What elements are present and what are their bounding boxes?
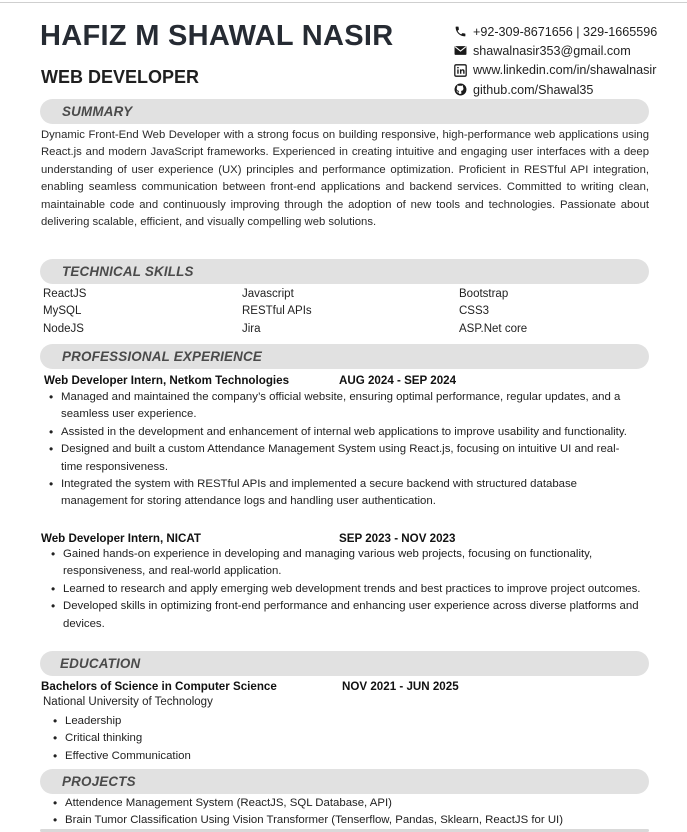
skill-row: [43, 304, 643, 321]
section-header-skills: [40, 259, 649, 284]
section-title: EDUCATION: [60, 656, 141, 671]
linkedin-icon: [453, 63, 467, 77]
github-icon: [453, 83, 467, 97]
skill-row: [43, 287, 643, 304]
skill-item: RESTful APIs: [242, 305, 312, 318]
phone-icon: [453, 25, 467, 39]
list-item: • Brain Tumor Classification Using Vision Transformer (Tenserflow, Pandas, Sklearn, ReactJS for UI): [53, 812, 643, 829]
top-divider: [0, 2, 687, 3]
job-title-nicat: Web Developer Intern, NICAT: [41, 532, 201, 545]
education-school: National University of Technology: [43, 696, 213, 708]
list-item: • Critical thinking: [53, 730, 643, 747]
github-text[interactable]: github.com/Shawal35: [473, 82, 594, 97]
skill-item: Jira: [242, 322, 261, 335]
contact-block: [453, 22, 687, 99]
education-bullets: [53, 713, 643, 765]
section-header-education: [40, 651, 649, 676]
linkedin-text[interactable]: www.linkedin.com/in/shawalnasir: [473, 63, 657, 78]
education-dates: NOV 2021 - JUN 2025: [342, 680, 459, 693]
list-item: • Integrated the system with RESTful APIs and implemented a secure backend with structured database management for storing attendance logs and handling user authentication.: [49, 476, 639, 511]
skills-grid: [43, 287, 643, 339]
email-icon: [453, 44, 467, 58]
section-title: SUMMARY: [62, 104, 133, 119]
section-title: PROJECTS: [62, 774, 136, 789]
job-bullets-netkom: [49, 389, 639, 511]
phone-text: +92-309-8671656 | 329-1665596: [473, 24, 658, 39]
candidate-name: HAFIZ M SHAWAL NASIR: [40, 20, 394, 52]
contact-linkedin[interactable]: [453, 61, 687, 80]
education-degree: Bachelors of Science in Computer Science: [41, 680, 277, 693]
section-title: TECHNICAL SKILLS: [62, 264, 194, 279]
list-item: • Developed skills in optimizing front-end performance and enhancing user experience across diverse platforms and devices.: [51, 598, 641, 633]
job-bullets-nicat: [51, 546, 641, 633]
contact-phone: [453, 22, 687, 41]
project-list: [53, 795, 643, 830]
section-header-experience: [40, 344, 649, 369]
job-title: WEB DEVELOPER: [41, 67, 200, 87]
contact-github[interactable]: [453, 80, 687, 99]
job-title-netkom: Web Developer Intern, Netkom Technologies: [44, 374, 290, 387]
list-item: • Effective Communication: [53, 748, 643, 765]
list-item: • Assisted in the development and enhancement of internal web applications to improve usability and functionality.: [49, 424, 639, 441]
skill-item: ASP.Net core: [459, 322, 528, 335]
summary-paragraph: Dynamic Front-End Web Developer with a strong focus on building responsive, high-performance web applications using React.js and modern JavaScript frameworks. Experienced in creating intuitive and engaging user interfaces with a deep understanding of user experience (UX) principles and performance optimization. Proficient in RESTful API integration, enabling seamless communication between front-end applications and backend services. Committed to writing clean, maintainable code and continuously improving through the adoption of new tools and technologies. Passionate about delivering scalable, efficient, and visually compelling web solutions.: [41, 129, 649, 229]
list-item: • Attendence Management System (ReactJS, SQL Database, API): [53, 795, 643, 812]
skill-item: Bootstrap: [459, 288, 509, 300]
contact-email[interactable]: [453, 41, 687, 60]
section-header-projects: [40, 769, 649, 794]
list-item: • Managed and maintained the company’s official website, ensuring optimal performance, regular updates, and a seamless user experience.: [49, 389, 639, 424]
job-dates-nicat: SEP 2023 - NOV 2023: [339, 532, 456, 545]
skill-item: MySQL: [43, 305, 82, 318]
section-title: PROFESSIONAL EXPERIENCE: [62, 349, 263, 364]
skill-row: [43, 322, 643, 339]
email-text[interactable]: shawalnasir353@gmail.com: [473, 43, 631, 58]
list-item: • Gained hands-on experience in developing and managing various web projects, focusing on functionality, responsiveness, and real-world application.: [51, 546, 641, 581]
skill-item: NodeJS: [43, 322, 84, 335]
list-item: • Leadership: [53, 713, 643, 730]
job-dates-netkom: AUG 2024 - SEP 2024: [339, 374, 457, 387]
list-item: • Learned to research and apply emerging web development trends and best practices to improve project outcomes.: [51, 581, 641, 598]
list-item: • Designed and built a custom Attendance Management System using React.js, focusing on intuitive UI and real-time responsiveness.: [49, 441, 639, 476]
section-header-summary: [40, 99, 649, 124]
skill-item: CSS3: [459, 305, 490, 318]
skill-item: Javascript: [242, 288, 294, 300]
skill-item: ReactJS: [43, 288, 87, 300]
